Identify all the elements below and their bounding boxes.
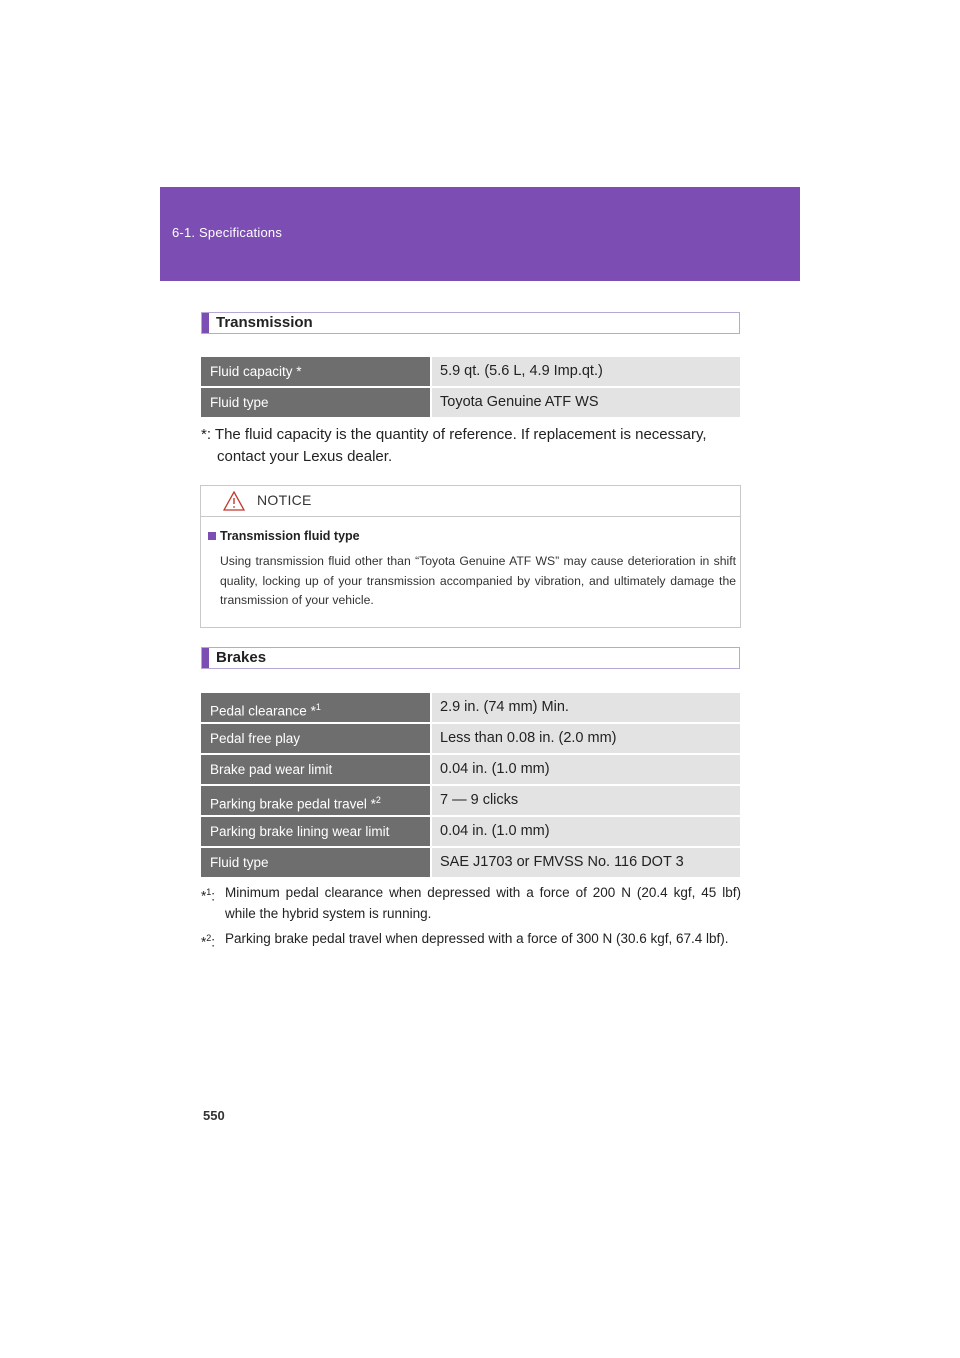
heading-accent-bar: [202, 648, 209, 668]
footnote: [201, 882, 741, 924]
transmission-note-text: *: The fluid capacity is the quantity of reference. If replacement is necessary, contact your Lexus dealer.: [201, 426, 707, 465]
spec-key: Fluid type: [201, 848, 430, 877]
table-row: [201, 357, 740, 386]
spec-value: 5.9 qt. (5.6 L, 4.9 Imp.qt.): [432, 357, 740, 386]
brakes-footnotes: [201, 882, 741, 957]
notice-subtitle-text: Transmission fluid type: [220, 529, 360, 543]
section-breadcrumb: 6-1. Specifications: [172, 225, 283, 240]
table-row: [201, 724, 740, 753]
brakes-section-heading: [201, 647, 740, 669]
spec-key: Fluid capacity *: [201, 357, 430, 386]
footnote-text: Minimum pedal clearance when depressed with a force of 200 N (20.4 kgf, 45 lbf) while the hybrid system is running.: [225, 885, 741, 921]
spec-key: Pedal free play: [201, 724, 430, 753]
spec-value: 2.9 in. (74 mm) Min.: [432, 693, 740, 722]
chapter-header-band: [160, 187, 800, 281]
table-row: [201, 817, 740, 846]
table-row: [201, 388, 740, 417]
spec-key: Pedal clearance *$^1$: [201, 693, 430, 722]
spec-value: Less than 0.08 in. (2.0 mm): [432, 724, 740, 753]
heading-accent-bar: [202, 313, 209, 333]
square-bullet-icon: [208, 532, 216, 540]
spec-value: SAE J1703 or FMVSS No. 116 DOT 3: [432, 848, 740, 877]
notice-box: [200, 485, 741, 628]
transmission-spec-table: [201, 357, 740, 419]
table-row: [201, 848, 740, 877]
spec-key: Parking brake lining wear limit: [201, 817, 430, 846]
notice-subtitle: [208, 529, 360, 543]
footnote-text: Parking brake pedal travel when depressed with a force of 300 N (30.6 kgf, 67.4 lbf).: [225, 931, 729, 946]
transmission-section-heading: [201, 312, 740, 334]
notice-header: [201, 486, 740, 517]
spec-key: Fluid type: [201, 388, 430, 417]
transmission-note: [201, 424, 741, 468]
spec-key: Brake pad wear limit: [201, 755, 430, 784]
spec-value: Toyota Genuine ATF WS: [432, 388, 740, 417]
spec-key: Parking brake pedal travel *$^2$: [201, 786, 430, 815]
table-row: [201, 755, 740, 784]
footnote-mark: *$^2$:: [201, 933, 216, 950]
footnote: [201, 928, 741, 953]
warning-triangle-icon: [223, 491, 245, 511]
notice-body: Using transmission fluid other than “Toyota Genuine ATF WS” may cause deterioration in shift quality, locking up of your transmission accompanied by vibration, and ultimately damage the transmission of your vehicle.: [220, 554, 736, 607]
table-row: [201, 786, 740, 815]
spec-value: 7 — 9 clicks: [432, 786, 740, 815]
footnote-mark: *$^1$:: [201, 887, 216, 904]
notice-title: NOTICE: [257, 492, 312, 508]
brakes-spec-table: [201, 693, 740, 879]
page-number: 550: [203, 1108, 225, 1123]
brakes-title: Brakes: [216, 649, 267, 666]
spec-value: 0.04 in. (1.0 mm): [432, 755, 740, 784]
transmission-title: Transmission: [216, 314, 313, 331]
spec-value: 0.04 in. (1.0 mm): [432, 817, 740, 846]
table-row: [201, 693, 740, 722]
